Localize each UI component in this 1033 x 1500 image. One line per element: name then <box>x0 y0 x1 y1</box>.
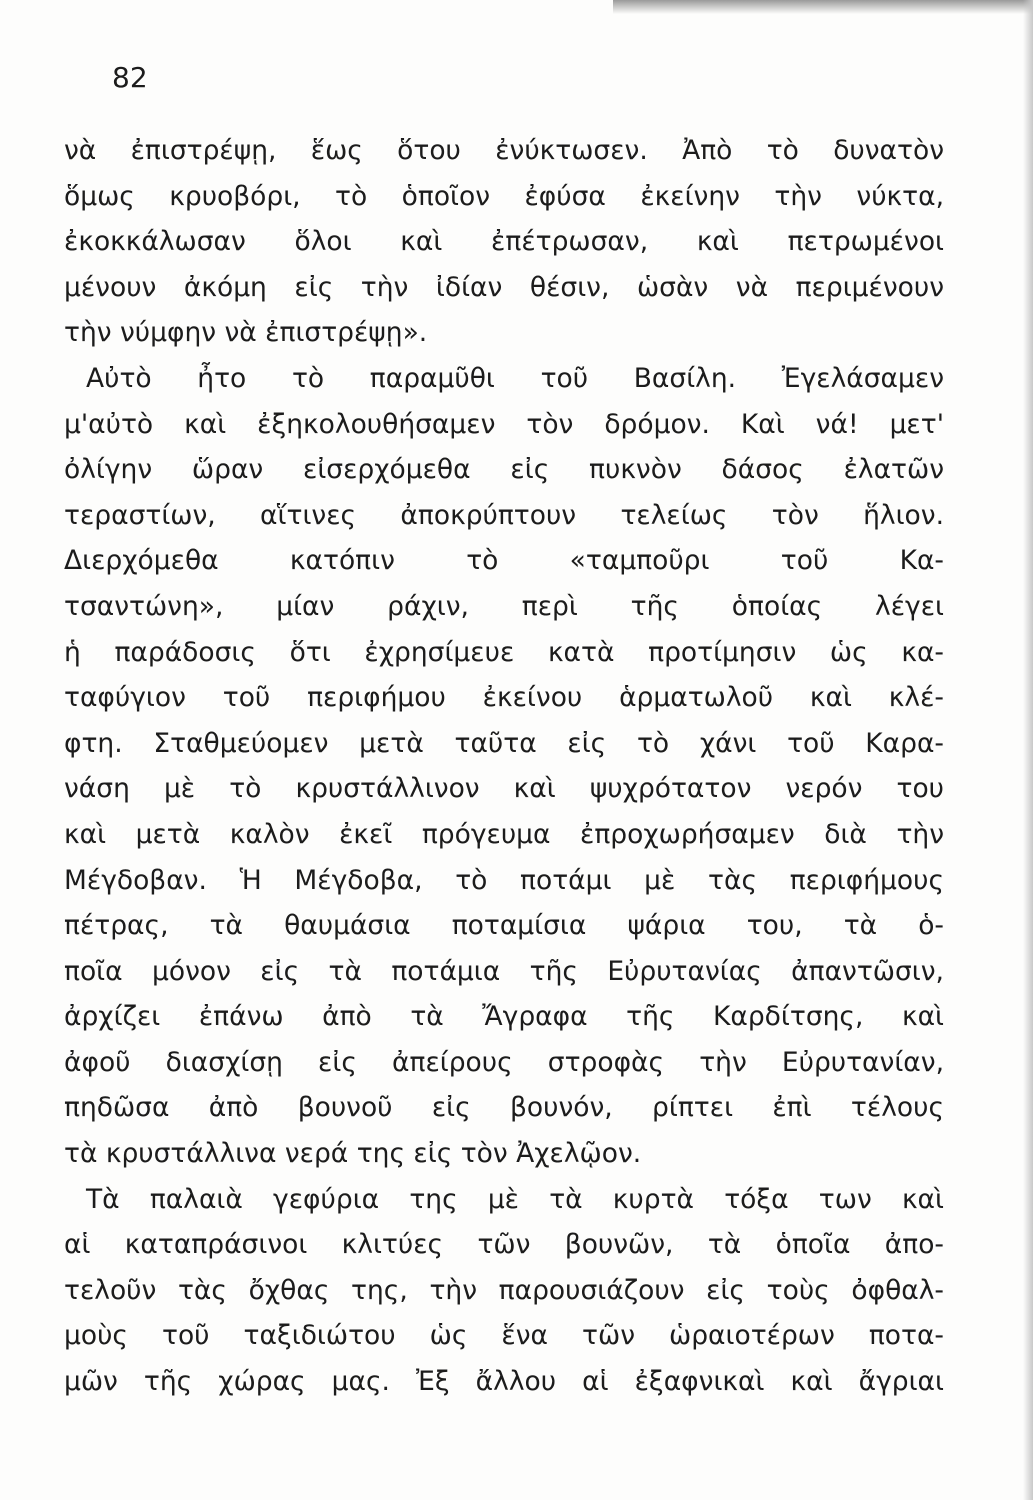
text-line: ποῖα μόνον εἰς τὰ ποτάμια τῆς Εὐρυτανίας ἀπαντῶσιν, <box>64 955 944 987</box>
text-line: μοὺς τοῦ ταξιδιώτου ὡς ἕνα τῶν ὡραιοτέρων ποτα- <box>64 1320 944 1352</box>
text-line: νάση μὲ τὸ κρυστάλλινον καὶ ψυχρότατον νερόν του <box>64 773 944 805</box>
text-line: πέτρας, τὰ θαυμάσια ποταμίσια ψάρια του, τὰ ὁ- <box>64 910 944 942</box>
text-line: μένουν ἀκόμη εἰς τὴν ἰδίαν θέσιν, ὡσὰν νὰ περιμένουν <box>64 271 944 303</box>
text-line: Μέγδοβαν. Ἡ Μέγδοβα, τὸ ποτάμι μὲ τὰς περιφήμους <box>64 864 944 896</box>
text-line: τὰ κρυστάλλινα νερά της εἰς τὸν Ἀχελῷον. <box>64 1138 642 1170</box>
text-line: νὰ ἐπιστρέψῃ, ἕως ὅτου ἐνύκτωσεν. Ἀπὸ τὸ δυνατὸν <box>64 135 944 166</box>
text-line: ὅμως κρυοβόρι, τὸ ὁποῖον ἐφύσα ἐκείνην τὴν νύκτα, <box>64 180 944 212</box>
text-line: τεραστίων, αἵτινες ἀποκρύπτουν τελείως τὸν ἥλιον. <box>64 499 944 531</box>
text-line: ἀρχίζει ἐπάνω ἀπὸ τὰ Ἄγραφα τῆς Καρδίτσης, καὶ <box>64 1001 944 1033</box>
scan-shadow-right <box>1023 0 1033 1500</box>
page-number: 82 <box>112 61 148 94</box>
text-line: φτη. Σταθμεύομεν μετὰ ταῦτα εἰς τὸ χάνι τοῦ Καρα- <box>64 727 944 759</box>
text-line: ὀλίγην ὥραν εἰσερχόμεθα εἰς πυκνὸν δάσος ἐλατῶν <box>64 454 944 486</box>
text-line: τελοῦν τὰς ὄχθας της, τὴν παρουσιάζουν εἰς τοὺς ὀφθαλ- <box>64 1274 944 1306</box>
text-line: καὶ μετὰ καλὸν ἐκεῖ πρόγευμα ἐπροχωρήσαμεν διὰ τὴν <box>64 818 944 850</box>
text-line: ταφύγιον τοῦ περιφήμου ἐκείνου ἁρματωλοῦ καὶ κλέ- <box>64 682 944 714</box>
text-line: Αὐτὸ ἦτο τὸ παραμῦθι τοῦ Βασίλη. Ἐγελάσαμεν <box>86 362 944 394</box>
text-line: τσαντώνη», μίαν ράχιν, περὶ τῆς ὁποίας λέγει <box>64 590 944 622</box>
text-line: μ'αὐτὸ καὶ ἐξηκολουθήσαμεν τὸν δρόμον. Καὶ νά! μετ' <box>64 408 944 440</box>
text-line: Τὰ παλαιὰ γεφύρια της μὲ τὰ κυρτὰ τόξα των καὶ <box>86 1183 944 1215</box>
text-line: ἀφοῦ διασχίσῃ εἰς ἀπείρους στροφὰς τὴν Εὐρυτανίαν, <box>64 1046 944 1078</box>
body-text <box>64 128 944 1405</box>
text-line: τὴν νύμφην νὰ ἐπιστρέψῃ». <box>64 317 428 349</box>
text-line: Διερχόμεθα κατόπιν τὸ «ταμποῦρι τοῦ Κα- <box>64 545 944 577</box>
text-line: μῶν τῆς χώρας μας. Ἐξ ἄλλου αἱ ἐξαφνικαὶ καὶ ἄγριαι <box>64 1366 944 1398</box>
text-line: αἱ καταπράσινοι κλιτύες τῶν βουνῶν, τὰ ὁποῖα ἀπο- <box>64 1229 944 1261</box>
text-line: ἐκοκκάλωσαν ὅλοι καὶ ἐπέτρωσαν, καὶ πετρωμένοι <box>64 226 944 258</box>
text-line: ἡ παράδοσις ὅτι ἐχρησίμευε κατὰ προτίμησιν ὡς κα- <box>64 636 944 668</box>
text-line: πηδῶσα ἀπὸ βουνοῦ εἰς βουνόν, ρίπτει ἐπὶ τέλους <box>64 1092 944 1124</box>
scan-shadow-top <box>613 0 1033 14</box>
